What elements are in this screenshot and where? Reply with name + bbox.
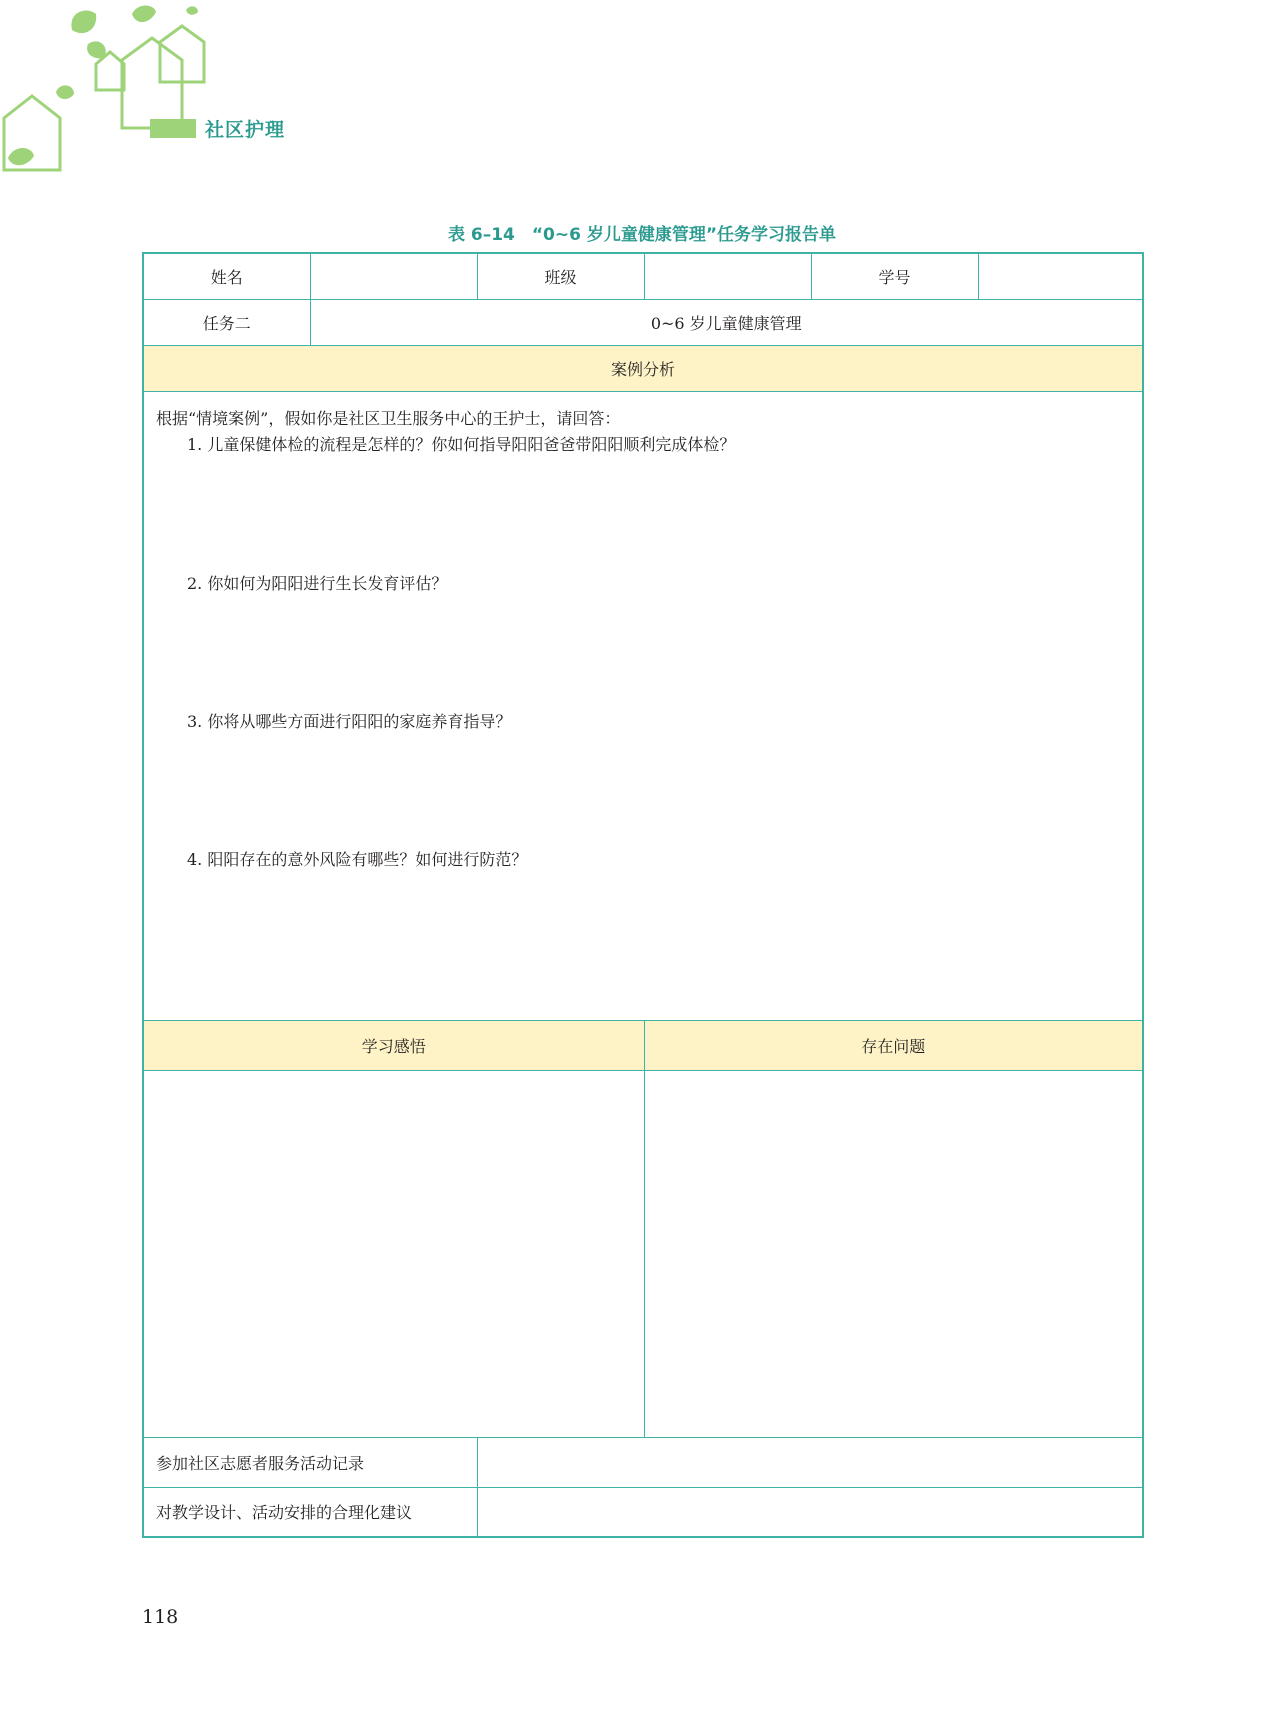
report-table: [142, 252, 1144, 1538]
student-id-input-cell[interactable]: [978, 253, 1143, 299]
section-title: 社区护理: [205, 119, 286, 141]
header-accent-bar: [150, 119, 196, 138]
case-analysis-header: 案例分析: [143, 345, 1143, 391]
volunteer-input-cell[interactable]: [477, 1437, 1143, 1487]
suggestion-input-cell[interactable]: [477, 1487, 1143, 1537]
task-value: 0~6 岁儿童健康管理: [310, 299, 1143, 345]
student-id-label: 学号: [811, 253, 978, 299]
volunteer-label: 参加社区志愿者服务活动记录: [143, 1437, 477, 1487]
suggestion-label: 对教学设计、活动安排的合理化建议: [143, 1487, 477, 1537]
insights-header: 学习感悟: [143, 1020, 644, 1070]
volunteer-row: [143, 1437, 1143, 1487]
class-input-cell[interactable]: [644, 253, 811, 299]
header-decoration-houses-leaves-icon: [0, 0, 220, 180]
case-body-row: [143, 391, 1143, 1020]
problems-header: 存在问题: [644, 1020, 1143, 1070]
page-number: 118: [142, 1606, 179, 1628]
problems-input-cell[interactable]: [644, 1070, 1143, 1437]
question-1: 1. 儿童保健体检的流程是怎样的？你如何指导阳阳爸爸带阳阳顺利完成体检？: [187, 434, 736, 454]
info-row: [143, 253, 1143, 299]
task-label: 任务二: [143, 299, 310, 345]
case-analysis-body[interactable]: [143, 391, 1143, 1020]
name-input-cell[interactable]: [310, 253, 477, 299]
case-intro-text: 根据“情境案例”，假如你是社区卫生服务中心的王护士，请回答：: [156, 408, 621, 428]
class-label: 班级: [477, 253, 644, 299]
question-2: 2. 你如何为阳阳进行生长发育评估？: [187, 573, 448, 593]
suggestion-row: [143, 1487, 1143, 1537]
reflection-body-row: [143, 1070, 1143, 1437]
question-3: 3. 你将从哪些方面进行阳阳的家庭养育指导？: [187, 711, 512, 731]
name-label: 姓名: [143, 253, 310, 299]
question-4: 4. 阳阳存在的意外风险有哪些？如何进行防范？: [187, 849, 528, 869]
task-row: [143, 299, 1143, 345]
reflection-header-row: [143, 1020, 1143, 1070]
case-header-row: [143, 345, 1143, 391]
insights-input-cell[interactable]: [143, 1070, 644, 1437]
table-caption: 表 6–14 “0~6 岁儿童健康管理”任务学习报告单: [447, 225, 837, 245]
